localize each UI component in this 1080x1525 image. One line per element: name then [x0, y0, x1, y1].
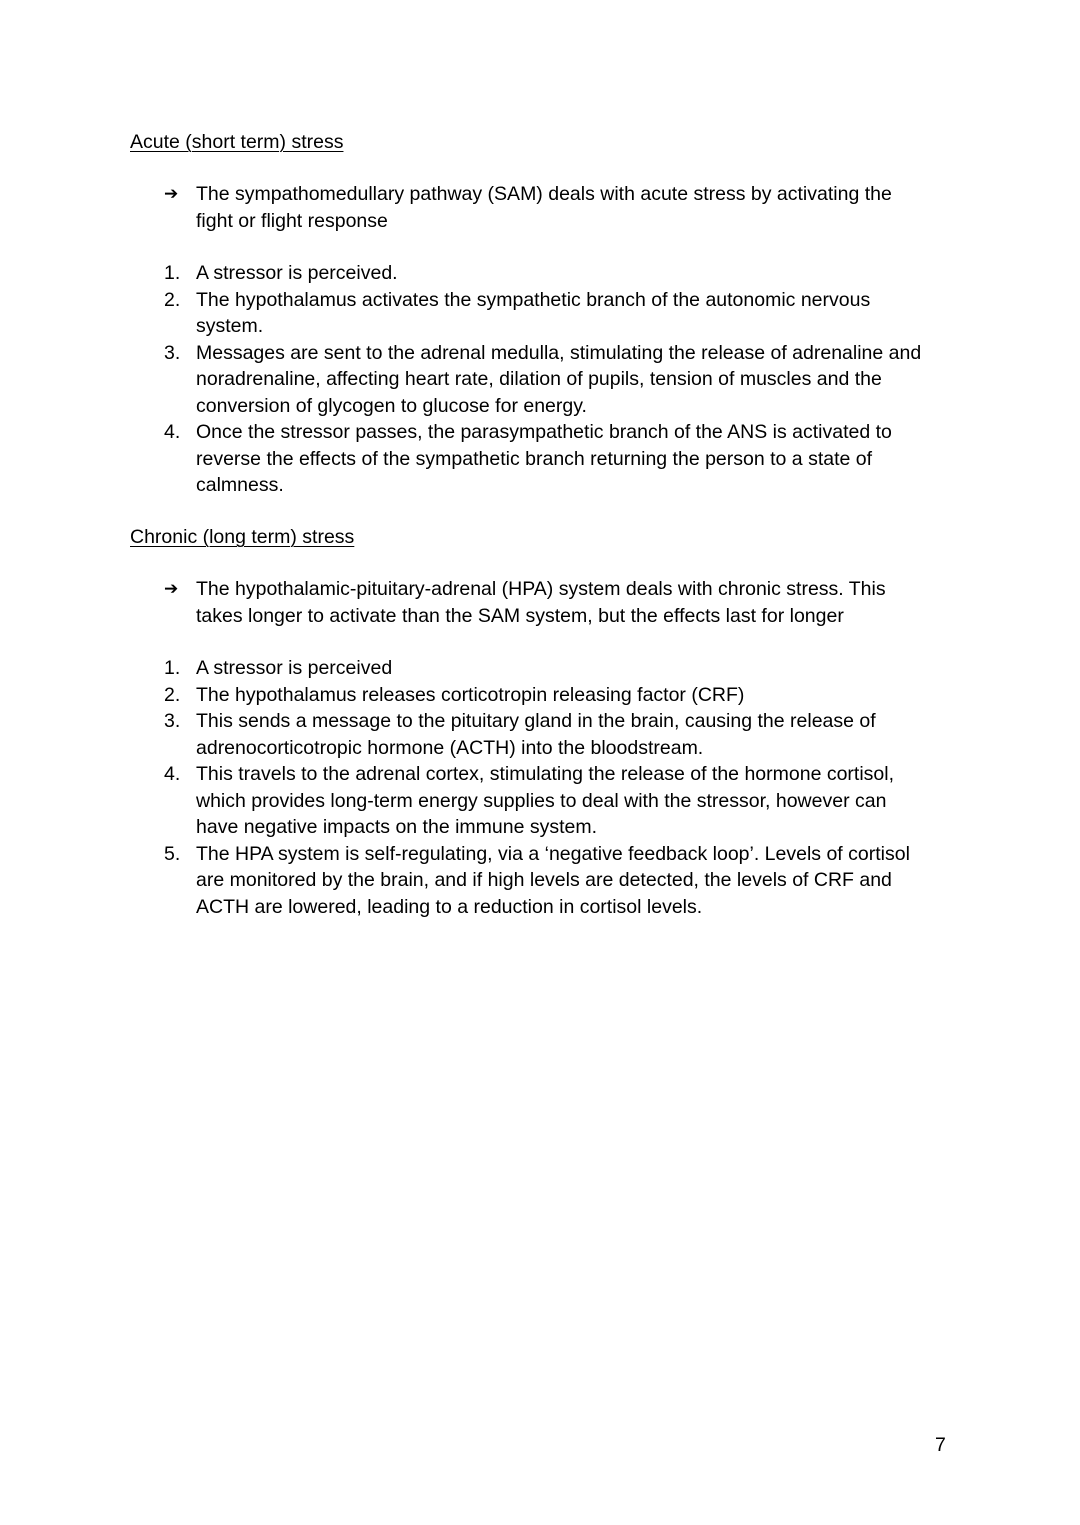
step-text: The HPA system is self-regulating, via a ‘negative feedback loop’. Levels of cortisol are monitored by the brain, and if high levels are detected, the levels of CRF and ACTH are lowered, leading to a reduction in cortisol levels.	[196, 842, 910, 918]
acute-steps-list	[130, 260, 950, 499]
list-item	[130, 682, 950, 709]
step-text: A stressor is perceived.	[196, 262, 398, 284]
list-item	[130, 761, 950, 841]
list-item	[130, 287, 950, 340]
acute-heading: Acute (short term) stress	[130, 131, 344, 153]
step-text: A stressor is perceived	[196, 657, 393, 679]
acute-bullet	[164, 181, 924, 234]
list-item	[130, 260, 950, 287]
step-text: The hypothalamus releases corticotropin releasing factor (CRF)	[196, 683, 745, 706]
step-text: This sends a message to the pituitary gland in the brain, causing the release of adrenocorticotropic hormone (ACTH) into the bloodstream.	[196, 710, 876, 759]
step-text: This travels to the adrenal cortex, stimulating the release of the hormone cortisol, which provides long-term energy supplies to deal with the stressor, however can have negative impacts on the immune system.	[196, 763, 895, 838]
chronic-section	[130, 524, 950, 920]
acute-section	[130, 129, 950, 499]
step-number: 1.	[164, 657, 181, 679]
chronic-bullet	[164, 576, 924, 629]
page-number: 7	[935, 1434, 946, 1456]
arrow-icon: ➔	[164, 184, 179, 203]
step-number: 2.	[164, 683, 181, 706]
chronic-bullet-text: The hypothalamic-pituitary-adrenal (HPA) system deals with chronic stress. This takes longer to activate than the SAM system, but the effects last for longer	[196, 578, 886, 627]
arrow-icon: ➔	[164, 579, 179, 598]
step-number: 2.	[164, 288, 181, 311]
list-item	[130, 708, 950, 761]
step-number: 1.	[164, 262, 181, 284]
step-text: Once the stressor passes, the parasympathetic branch of the ANS is activated to reverse the effects of the sympathetic branch returning the person to a state of calmness.	[196, 421, 892, 496]
acute-bullet-text: The sympathomedullary pathway (SAM) deals with acute stress by activating the fight or flight response	[196, 183, 892, 232]
step-number: 5.	[164, 842, 181, 865]
list-item	[130, 419, 950, 499]
step-number: 4.	[164, 421, 181, 443]
chronic-heading: Chronic (long term) stress	[130, 526, 355, 548]
step-text: The hypothalamus activates the sympathetic branch of the autonomic nervous system.	[196, 288, 871, 337]
list-item	[130, 340, 950, 420]
list-item	[130, 841, 950, 921]
list-item	[130, 655, 950, 682]
chronic-steps-list	[130, 655, 950, 920]
step-number: 3.	[164, 341, 181, 364]
step-number: 4.	[164, 763, 181, 785]
step-number: 3.	[164, 710, 181, 732]
step-text: Messages are sent to the adrenal medulla, stimulating the release of adrenaline and noradrenaline, affecting heart rate, dilation of pupils, tension of muscles and the conversion of glycogen to glucose for energy.	[196, 341, 922, 417]
